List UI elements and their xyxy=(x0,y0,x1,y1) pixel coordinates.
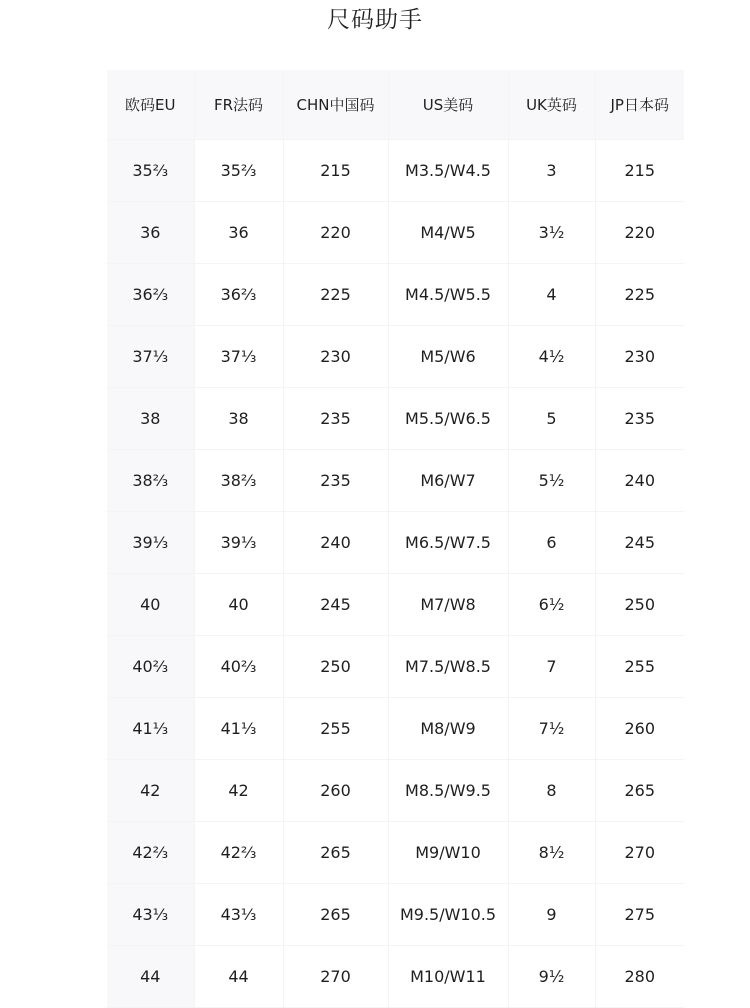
cell-eu: 42 xyxy=(107,760,194,822)
cell-us: M4.5/W5.5 xyxy=(388,264,508,326)
cell-us: M5/W6 xyxy=(388,326,508,388)
cell-us: M7.5/W8.5 xyxy=(388,636,508,698)
cell-us: M10/W11 xyxy=(388,946,508,1008)
cell-jp: 275 xyxy=(595,884,684,946)
table-row xyxy=(107,822,684,884)
column-header-fr: FR法码 xyxy=(194,70,283,140)
table-row xyxy=(107,760,684,822)
table-row xyxy=(107,140,684,202)
cell-jp: 235 xyxy=(595,388,684,450)
cell-eu: 36 xyxy=(107,202,194,264)
cell-chn: 215 xyxy=(283,140,388,202)
cell-chn: 250 xyxy=(283,636,388,698)
cell-uk: 8½ xyxy=(508,822,595,884)
cell-us: M8.5/W9.5 xyxy=(388,760,508,822)
cell-uk: 6½ xyxy=(508,574,595,636)
table-row xyxy=(107,946,684,1008)
cell-chn: 235 xyxy=(283,388,388,450)
cell-eu: 40 xyxy=(107,574,194,636)
cell-us: M5.5/W6.5 xyxy=(388,388,508,450)
cell-eu: 40⅔ xyxy=(107,636,194,698)
cell-uk: 3½ xyxy=(508,202,595,264)
cell-eu: 43⅓ xyxy=(107,884,194,946)
size-chart-table xyxy=(107,70,684,1008)
cell-eu: 42⅔ xyxy=(107,822,194,884)
cell-fr: 38⅔ xyxy=(194,450,283,512)
cell-jp: 250 xyxy=(595,574,684,636)
cell-chn: 225 xyxy=(283,264,388,326)
cell-eu: 37⅓ xyxy=(107,326,194,388)
cell-jp: 220 xyxy=(595,202,684,264)
cell-us: M3.5/W4.5 xyxy=(388,140,508,202)
cell-fr: 36 xyxy=(194,202,283,264)
cell-chn: 265 xyxy=(283,884,388,946)
cell-eu: 38⅔ xyxy=(107,450,194,512)
cell-fr: 42 xyxy=(194,760,283,822)
cell-fr: 39⅓ xyxy=(194,512,283,574)
cell-us: M9.5/W10.5 xyxy=(388,884,508,946)
cell-uk: 9½ xyxy=(508,946,595,1008)
cell-uk: 5 xyxy=(508,388,595,450)
cell-chn: 245 xyxy=(283,574,388,636)
cell-eu: 35⅔ xyxy=(107,140,194,202)
cell-eu: 44 xyxy=(107,946,194,1008)
cell-chn: 260 xyxy=(283,760,388,822)
cell-chn: 235 xyxy=(283,450,388,512)
cell-fr: 43⅓ xyxy=(194,884,283,946)
table-row xyxy=(107,574,684,636)
column-header-chn: CHN中国码 xyxy=(283,70,388,140)
column-header-jp: JP日本码 xyxy=(595,70,684,140)
cell-jp: 260 xyxy=(595,698,684,760)
cell-uk: 6 xyxy=(508,512,595,574)
cell-jp: 245 xyxy=(595,512,684,574)
table-row xyxy=(107,884,684,946)
cell-jp: 230 xyxy=(595,326,684,388)
column-header-us: US美码 xyxy=(388,70,508,140)
cell-fr: 42⅔ xyxy=(194,822,283,884)
cell-uk: 8 xyxy=(508,760,595,822)
cell-eu: 38 xyxy=(107,388,194,450)
cell-jp: 265 xyxy=(595,760,684,822)
cell-uk: 7½ xyxy=(508,698,595,760)
column-header-uk: UK英码 xyxy=(508,70,595,140)
cell-fr: 40⅔ xyxy=(194,636,283,698)
cell-fr: 44 xyxy=(194,946,283,1008)
cell-chn: 220 xyxy=(283,202,388,264)
cell-us: M6/W7 xyxy=(388,450,508,512)
cell-chn: 255 xyxy=(283,698,388,760)
cell-uk: 5½ xyxy=(508,450,595,512)
cell-jp: 225 xyxy=(595,264,684,326)
table-row xyxy=(107,636,684,698)
cell-chn: 240 xyxy=(283,512,388,574)
table-row xyxy=(107,388,684,450)
cell-chn: 270 xyxy=(283,946,388,1008)
cell-fr: 37⅓ xyxy=(194,326,283,388)
cell-eu: 41⅓ xyxy=(107,698,194,760)
cell-jp: 280 xyxy=(595,946,684,1008)
cell-jp: 270 xyxy=(595,822,684,884)
cell-eu: 36⅔ xyxy=(107,264,194,326)
cell-fr: 35⅔ xyxy=(194,140,283,202)
page-title: 尺码助手 xyxy=(327,7,423,33)
cell-jp: 240 xyxy=(595,450,684,512)
cell-jp: 255 xyxy=(595,636,684,698)
cell-eu: 39⅓ xyxy=(107,512,194,574)
table-row xyxy=(107,326,684,388)
cell-jp: 215 xyxy=(595,140,684,202)
cell-us: M4/W5 xyxy=(388,202,508,264)
cell-uk: 4 xyxy=(508,264,595,326)
cell-fr: 40 xyxy=(194,574,283,636)
cell-us: M8/W9 xyxy=(388,698,508,760)
cell-uk: 9 xyxy=(508,884,595,946)
cell-fr: 41⅓ xyxy=(194,698,283,760)
cell-fr: 36⅔ xyxy=(194,264,283,326)
table-row xyxy=(107,512,684,574)
cell-chn: 230 xyxy=(283,326,388,388)
table-row xyxy=(107,698,684,760)
table-row xyxy=(107,450,684,512)
table-row xyxy=(107,264,684,326)
cell-uk: 4½ xyxy=(508,326,595,388)
table-header-row xyxy=(107,70,684,140)
table-row xyxy=(107,202,684,264)
cell-uk: 3 xyxy=(508,140,595,202)
cell-us: M6.5/W7.5 xyxy=(388,512,508,574)
cell-fr: 38 xyxy=(194,388,283,450)
cell-uk: 7 xyxy=(508,636,595,698)
cell-us: M7/W8 xyxy=(388,574,508,636)
cell-us: M9/W10 xyxy=(388,822,508,884)
cell-chn: 265 xyxy=(283,822,388,884)
column-header-eu: 欧码EU xyxy=(107,70,194,140)
